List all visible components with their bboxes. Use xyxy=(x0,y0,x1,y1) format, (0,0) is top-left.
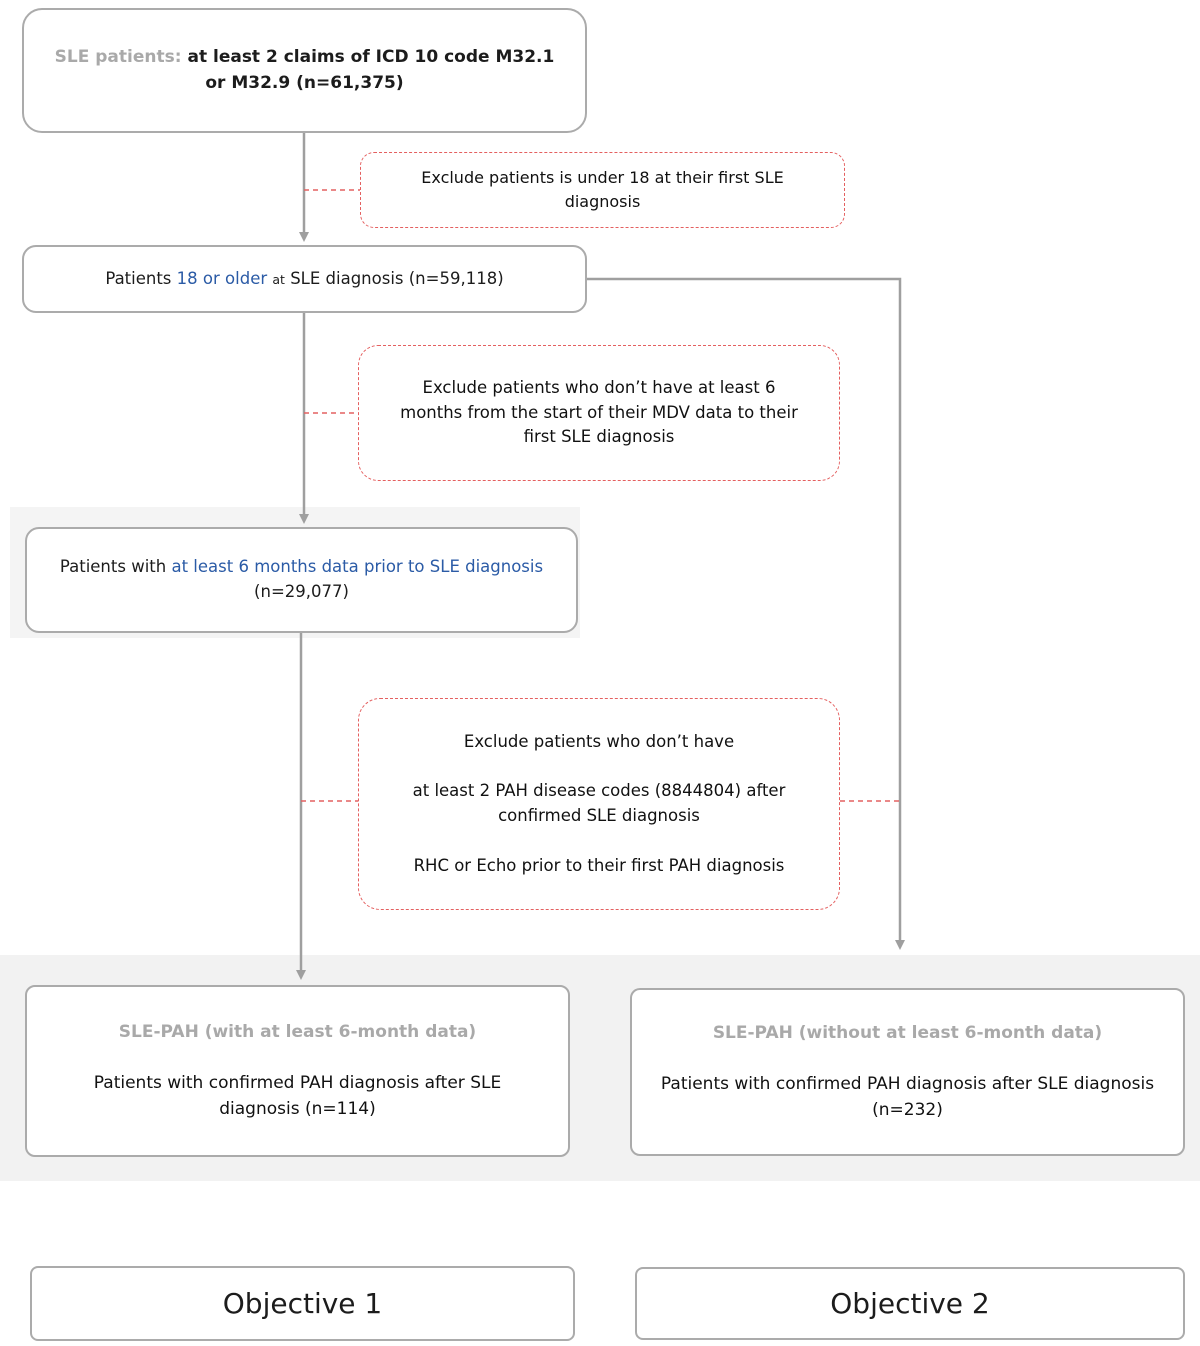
age-pre: Patients xyxy=(105,268,172,288)
node-sle-patients-text xyxy=(54,45,555,96)
exclusion-pah-line2: at least 2 PAH disease codes (8844804) after confirmed SLE diagnosis xyxy=(412,781,786,825)
age-highlight: 18 or older xyxy=(176,268,268,288)
objective-2-label: Objective 2 xyxy=(830,1286,990,1320)
result-without-body: Patients with confirmed PAH diagnosis after SLE diagnosis (n=232) xyxy=(660,1074,1155,1120)
result-without-title: SLE-PAH (without at least 6-month data) xyxy=(712,1022,1103,1043)
sle-patients-criteria: at least 2 claims of ICD 10 code M32.1 or M32.9 (n=61,375) xyxy=(187,47,555,93)
sle-patients-label: SLE patients: xyxy=(54,47,182,67)
exclusion-6month xyxy=(358,345,840,481)
exclusion-pah-line1: Exclude patients who don’t have xyxy=(463,731,735,751)
6month-pre: Patients with xyxy=(59,557,167,577)
result-with-body: Patients with confirmed PAH diagnosis after SLE diagnosis (n=114) xyxy=(93,1073,502,1119)
node-6month-data xyxy=(25,527,578,633)
exclusion-pah-line3: RHC or Echo prior to their first PAH diagnosis xyxy=(413,855,785,875)
node-age-18-or-older xyxy=(22,245,587,313)
age-connector: at xyxy=(272,271,285,287)
objective-1-label: Objective 1 xyxy=(222,1286,383,1320)
node-objective-2 xyxy=(635,1267,1185,1340)
exclusion-under18-text: Exclude patients is under 18 at their first SLE diagnosis xyxy=(421,168,784,211)
result-with-title: SLE-PAH (with at least 6-month data) xyxy=(118,1021,477,1042)
node-6month-text xyxy=(57,555,546,605)
node-result-without-6month xyxy=(630,988,1185,1156)
exclusion-pah-criteria xyxy=(358,698,840,910)
node-objective-1 xyxy=(30,1266,575,1341)
node-result-with-6month xyxy=(25,985,570,1157)
node-sle-patients xyxy=(22,8,587,133)
exclusion-under18 xyxy=(360,152,845,228)
6month-highlight: at least 6 months data prior to SLE diagnosis xyxy=(171,557,544,577)
exclusion-6month-text: Exclude patients who don’t have at least 6 months from the start of their MDV data to their first SLE diagnosis xyxy=(400,377,798,447)
6month-post: (n=29,077) xyxy=(254,582,349,601)
node-age-text xyxy=(105,267,503,292)
age-post: SLE diagnosis (n=59,118) xyxy=(290,268,504,288)
